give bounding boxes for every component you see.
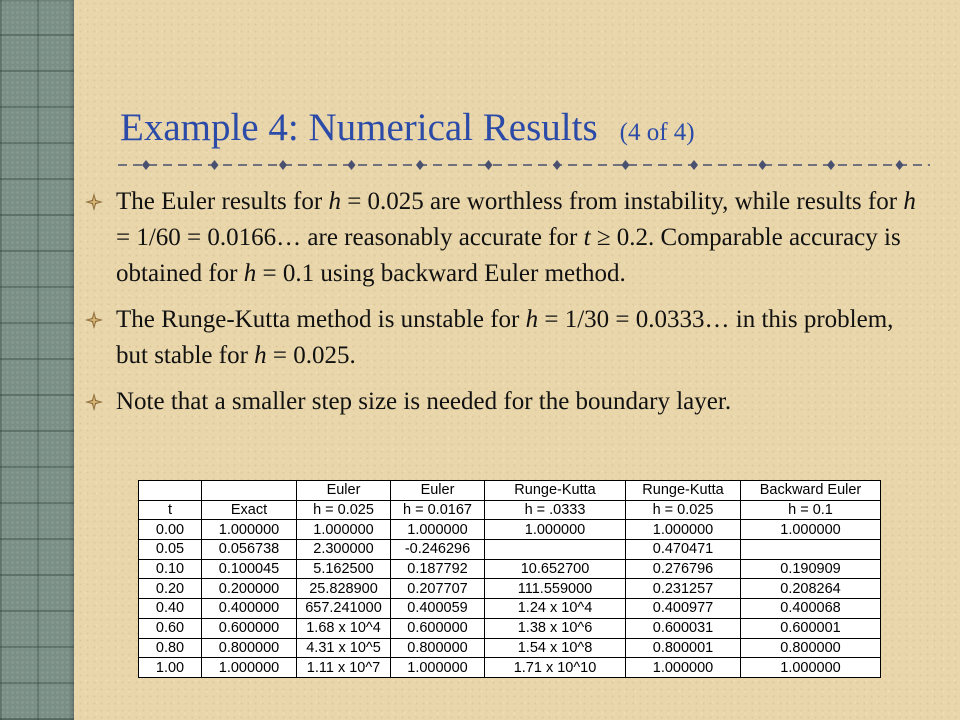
table-cell: Runge-Kutta: [485, 481, 626, 501]
divider-diamond: [896, 160, 904, 170]
table-cell: 1.000000: [202, 658, 297, 678]
header-row-methods: [139, 481, 881, 501]
text-run: = 1/30 = 0.0333… in this problem, but stable for: [116, 306, 894, 369]
table-cell: 0.231257: [626, 579, 741, 599]
title-subtitle: (4 of 4): [619, 119, 695, 146]
table-cell: h = .0333: [485, 500, 626, 520]
table-cell: h = 0.1: [741, 500, 881, 520]
divider-diamond: [279, 160, 287, 170]
table-cell: 1.000000: [391, 520, 485, 540]
divider-diamond: [211, 160, 219, 170]
table-cell: 1.000000: [297, 520, 391, 540]
table-cell: [485, 540, 626, 560]
italic-variable: h: [903, 188, 916, 215]
decorative-sidebar: [0, 0, 74, 720]
table-cell: 0.276796: [626, 559, 741, 579]
bullet-text: [116, 184, 916, 292]
table-cell: 1.71 x 10^10: [485, 658, 626, 678]
bullet-list: [84, 184, 924, 430]
table-row: [139, 520, 881, 540]
table-cell: 0.190909: [741, 559, 881, 579]
table-cell: 1.000000: [391, 658, 485, 678]
table-cell: Euler: [297, 481, 391, 501]
table-cell: [202, 481, 297, 501]
table-cell: 0.800000: [202, 638, 297, 658]
table-cell: 0.056738: [202, 540, 297, 560]
parchment-bullet-icon: [84, 384, 116, 417]
text-run: = 0.1 using backward Euler method.: [256, 260, 626, 287]
table-cell: 0.10: [139, 559, 202, 579]
table-cell: 0.600000: [391, 618, 485, 638]
divider-diamond: [348, 160, 356, 170]
table-row: [139, 599, 881, 619]
bullet-item: [84, 302, 924, 374]
divider-diamond: [759, 160, 767, 170]
text-run: The Euler results for: [116, 188, 329, 215]
table-cell: 1.24 x 10^4: [485, 599, 626, 619]
table-row: [139, 559, 881, 579]
table-cell: 0.80: [139, 638, 202, 658]
table-cell: 1.000000: [202, 520, 297, 540]
text-run: = 1/60 = 0.0166… are reasonably accurate for: [116, 224, 584, 251]
text-run: ≥ 0.2. Comparable accuracy is obtained for: [116, 224, 901, 287]
table-cell: Exact: [202, 500, 297, 520]
table-cell: 111.559000: [485, 579, 626, 599]
text-run: = 0.025 are worthless from instability, while results for: [340, 188, 904, 215]
italic-variable: h: [243, 260, 257, 287]
table-cell: 1.11 x 10^7: [297, 658, 391, 678]
divider-diamond: [553, 160, 561, 170]
table-row: [139, 658, 881, 678]
table-cell: 0.470471: [626, 540, 741, 560]
table-cell: 0.400977: [626, 599, 741, 619]
table-cell: h = 0.025: [297, 500, 391, 520]
title-divider: [118, 158, 930, 172]
table-cell: 0.400000: [202, 599, 297, 619]
table-cell: 0.200000: [202, 579, 297, 599]
table-cell: 1.54 x 10^8: [485, 638, 626, 658]
table-cell: [741, 540, 881, 560]
table-cell: h = 0.0167: [391, 500, 485, 520]
italic-variable: h: [254, 342, 267, 369]
table-row: [139, 579, 881, 599]
header-row-steps: [139, 500, 881, 520]
table-cell: Backward Euler: [741, 481, 881, 501]
table-cell: 4.31 x 10^5: [297, 638, 391, 658]
divider-diamond: [690, 160, 698, 170]
table-cell: h = 0.025: [626, 500, 741, 520]
bullet-text: [116, 302, 916, 374]
table-cell: 0.600000: [202, 618, 297, 638]
bullet-item: [84, 184, 924, 292]
table-cell: 0.800000: [741, 638, 881, 658]
table-cell: 0.100045: [202, 559, 297, 579]
table-cell: 0.600001: [741, 618, 881, 638]
divider-diamond: [416, 160, 424, 170]
table-row: [139, 638, 881, 658]
table-cell: 0.187792: [391, 559, 485, 579]
table-row: [139, 618, 881, 638]
italic-variable: h: [525, 306, 539, 333]
table-cell: 0.400068: [741, 599, 881, 619]
table-cell: 657.241000: [297, 599, 391, 619]
text-run: = 0.025.: [266, 342, 356, 369]
italic-variable: h: [328, 188, 341, 215]
table-cell: 0.40: [139, 599, 202, 619]
table-cell: t: [139, 500, 202, 520]
table-cell: 1.000000: [741, 658, 881, 678]
table-cell: 1.38 x 10^6: [485, 618, 626, 638]
table-cell: 0.207707: [391, 579, 485, 599]
table-cell: 1.000000: [626, 658, 741, 678]
table-cell: 0.600031: [626, 618, 741, 638]
table-cell: 1.000000: [626, 520, 741, 540]
title-main: Example 4: Numerical Results: [120, 106, 598, 149]
table-cell: 10.652700: [485, 559, 626, 579]
table-cell: 25.828900: [297, 579, 391, 599]
results-table: [138, 480, 881, 678]
divider-diamond: [142, 160, 150, 170]
slide-title: [120, 104, 695, 157]
italic-variable: t: [583, 224, 591, 251]
table-cell: 1.68 x 10^4: [297, 618, 391, 638]
table-cell: 1.000000: [741, 520, 881, 540]
text-run: Note that a smaller step size is needed for the boundary layer.: [116, 388, 732, 415]
table-cell: -0.246296: [391, 540, 485, 560]
divider-diamond: [827, 160, 835, 170]
bullet-item: [84, 384, 924, 420]
bullet-text: [116, 384, 916, 420]
divider-diamond: [485, 160, 493, 170]
text-run: The Runge-Kutta method is unstable for: [116, 306, 526, 333]
parchment-bullet-icon: [84, 184, 116, 217]
table-cell: 1.000000: [485, 520, 626, 540]
table-cell: 0.00: [139, 520, 202, 540]
table-cell: 0.800000: [391, 638, 485, 658]
table-cell: 5.162500: [297, 559, 391, 579]
table-cell: Euler: [391, 481, 485, 501]
table-cell: Runge-Kutta: [626, 481, 741, 501]
table-cell: 0.60: [139, 618, 202, 638]
parchment-bullet-icon: [84, 302, 116, 335]
table-cell: 0.800001: [626, 638, 741, 658]
table-cell: 0.400059: [391, 599, 485, 619]
table-cell: 0.20: [139, 579, 202, 599]
table-cell: [139, 481, 202, 501]
table-cell: 0.208264: [741, 579, 881, 599]
table-cell: 2.300000: [297, 540, 391, 560]
divider-diamond: [622, 160, 630, 170]
table-cell: 1.00: [139, 658, 202, 678]
table-row: [139, 540, 881, 560]
table-cell: 0.05: [139, 540, 202, 560]
